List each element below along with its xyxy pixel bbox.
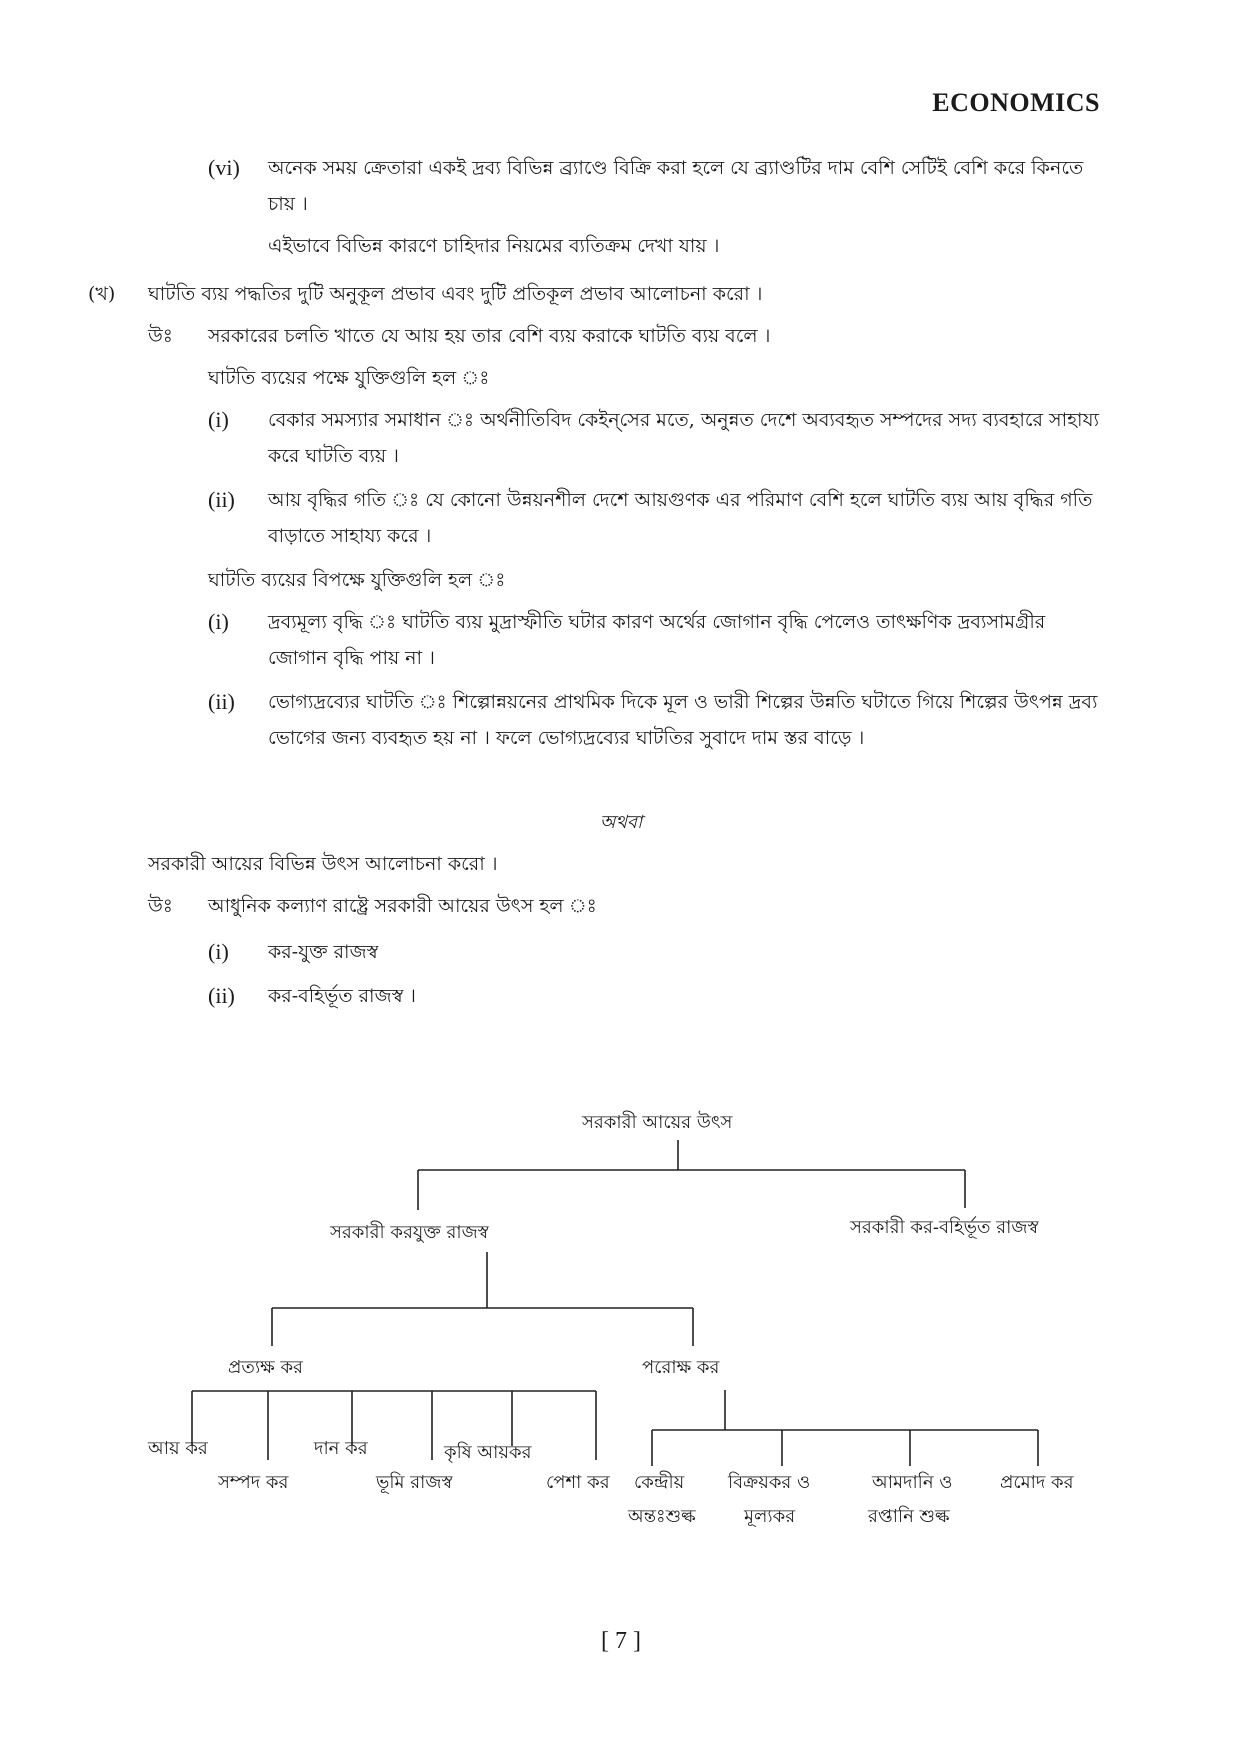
tree-indirect-item-line1: কেন্দ্রীয়: [634, 1472, 685, 1493]
page-number: [ 7 ]: [601, 1628, 641, 1654]
against-point-marker: (ii): [208, 689, 235, 714]
alt-point-marker: (ii): [208, 983, 235, 1008]
answer-marker: উঃ: [148, 325, 173, 347]
tree-indirect-item-line1: প্রমোদ কর: [1000, 1472, 1074, 1493]
tree-non-tax-revenue: সরকারী কর-বহির্ভূত রাজস্ব: [850, 1217, 1039, 1238]
page-header-subject: ECONOMICS: [932, 88, 1100, 117]
or-separator: অথবা: [599, 812, 643, 833]
tree-indirect-tax: পরোক্ষ কর: [642, 1357, 720, 1378]
tree-indirect-item-line1: বিক্রয়কর ও: [728, 1472, 811, 1493]
question-kha-text: ঘাটতি ব্যয় পদ্ধতির দুটি অনুকূল প্রভাব এবং দুটি প্রতিকূল প্রভাব আলোচনা করো ।: [148, 283, 763, 305]
for-heading: ঘাটতি ব্যয়ের পক্ষে যুক্তিগুলি হল ঃ: [208, 367, 490, 389]
for-point-marker: (ii): [208, 487, 235, 512]
alt-answer-text: আধুনিক কল্যাণ রাষ্ট্রে সরকারী আয়ের উৎস হল ঃ: [208, 895, 597, 917]
for-point-text: বেকার সমস্যার সমাধান ঃ অর্থনীতিবিদ কেইন্‌সের মতে, অনুন্নত দেশে অব্যবহৃত সম্পদের সদ্য ব্যবহারে সাহায্য করে ঘাটতি ব্যয় ।: [268, 409, 1100, 467]
against-point-text: ভোগ্যদ্রব্যের ঘাটতি ঃ শিল্পোন্নয়নের প্রাথমিক দিকে মূল ও ভারী শিল্পের উন্নতি ঘটাতে গিয়ে শিল্পের উৎপন্ন দ্রব্য ভোগের জন্য ব্যবহৃত হয় না । ফলে ভোগ্যদ্রব্যের ঘাটতির সুবাদে দাম স্তর বাড়ে ।: [268, 691, 1098, 749]
answer-kha-text: সরকারের চলতি খাতে যে আয় হয় তার বেশি ব্যয় করাকে ঘাটতি ব্যয় বলে ।: [208, 325, 771, 347]
tree-direct-item: আয় কর: [148, 1438, 208, 1459]
for-point-text: আয় বৃদ্ধির গতি ঃ যে কোনো উন্নয়নশীল দেশে আয়গুণক এর পরিমাণ বেশি হলে ঘাটতি ব্যয় আয় বৃদ্ধির গতি বাড়াতে সাহায্য করে ।: [268, 489, 1093, 547]
tree-direct-tax: প্রত্যক্ষ কর: [228, 1357, 303, 1378]
tree-indirect-item-line2: অন্তঃশুল্ক: [628, 1506, 696, 1527]
against-heading: ঘাটতি ব্যয়ের বিপক্ষে যুক্তিগুলি হল ঃ: [208, 569, 506, 591]
tree-direct-item: ভূমি রাজস্ব: [376, 1472, 453, 1493]
alt-question-text: সরকারী আয়ের বিভিন্ন উৎস আলোচনা করো ।: [148, 853, 498, 875]
for-point-marker: (i): [208, 407, 229, 432]
tree-tax-revenue: সরকারী করযুক্ত রাজস্ব: [330, 1222, 489, 1243]
alt-point-text: কর-বহির্ভূত রাজস্ব ।: [268, 985, 416, 1007]
alt-point-text: কর-যুক্ত রাজস্ব: [268, 941, 379, 963]
alt-point-marker: (i): [208, 939, 229, 964]
tree-direct-item: কৃষি আয়কর: [444, 1442, 532, 1463]
answer-marker: উঃ: [148, 895, 173, 917]
against-point-marker: (i): [208, 609, 229, 634]
item-vi-conclusion: এইভাবে বিভিন্ন কারণে চাহিদার নিয়মের ব্যতিক্রম দেখা যায় ।: [268, 235, 720, 257]
tree-indirect-item-line2: রপ্তানি শুল্ক: [868, 1506, 950, 1527]
tree-indirect-item-line1: আমদানি ও: [872, 1472, 953, 1493]
item-marker-vi: (vi): [208, 155, 240, 180]
tree-root: সরকারী আয়ের উৎস: [582, 1112, 733, 1133]
tree-direct-item: দান কর: [314, 1438, 368, 1459]
item-vi-text: অনেক সময় ক্রেতারা একই দ্রব্য বিভিন্ন ব্র্যাণ্ডে বিক্রি করা হলে যে ব্র্যাণ্ডটির দাম বেশি সেটিই বেশি করে কিনতে চায় ।: [268, 157, 1084, 215]
tree-indirect-item-line2: মূল্যকর: [744, 1506, 796, 1527]
against-point-text: দ্রব্যমূল্য বৃদ্ধি ঃ ঘাটতি ব্যয় মুদ্রাস্ফীতি ঘটার কারণ অর্থের জোগান বৃদ্ধি পেলেও তাৎক্ষণিক দ্রব্যসামগ্রীর জোগান বৃদ্ধি পায় না ।: [268, 611, 1046, 669]
tree-direct-item: সম্পদ কর: [218, 1472, 289, 1493]
question-marker-kha: (খ): [88, 283, 116, 305]
tree-direct-item: পেশা কর: [546, 1472, 610, 1493]
